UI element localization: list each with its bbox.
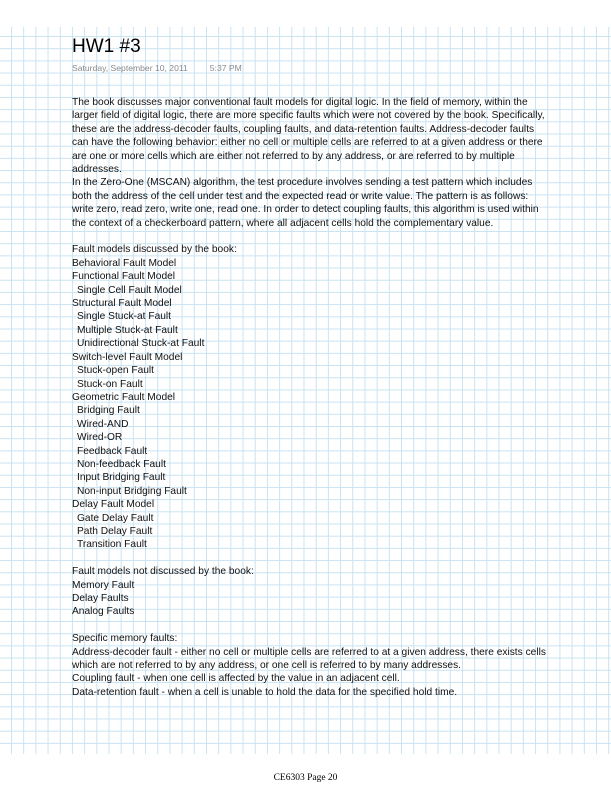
list-item: Switch-level Fault Model	[72, 351, 183, 363]
note-date: Saturday, September 10, 2011	[72, 63, 188, 73]
list-item: Delay Faults	[72, 593, 129, 604]
discussed-fault-list	[72, 257, 552, 552]
list-subitem: Multiple Stuck-at Fault	[77, 324, 178, 336]
list-subitem: Path Delay Fault	[77, 525, 153, 537]
list-subitem: Single Stuck-at Fault	[77, 311, 171, 323]
list-subitem: Wired-AND	[77, 418, 129, 430]
list-item: Structural Fault Model	[72, 298, 172, 310]
list-item: Functional Fault Model	[72, 271, 176, 283]
paragraph: The book discusses major conventional fault models for digital logic. In the field of memory, within the larger field of digital logic, there are more specific faults which were not covered by the book. Specifically, these are the address-decoder faults, coupling faults, and data-retention faults. Address-decoder faults can have the following behavior: either no cell or multiple cells are referred to at a given address or there are one or more cells which are either not referred to by any address, or are referred to by multiple addresses.	[72, 97, 545, 176]
list-subitem: Unidirectional Stuck-at Fault	[77, 338, 205, 350]
list-subitem: Gate Delay Fault	[77, 512, 154, 524]
list-subitem: Input Bridging Fault	[77, 472, 166, 484]
page-title[interactable]: HW1 #3	[72, 36, 141, 57]
list-item: Memory Fault	[72, 579, 135, 591]
list-subitem: Stuck-on Fault	[77, 378, 143, 390]
list-subitem: Stuck-open Fault	[77, 365, 155, 377]
list-subitem: Transition Fault	[77, 539, 147, 551]
list-subitem: Non-feedback Fault	[77, 458, 166, 470]
list-item: Analog Faults	[72, 606, 135, 618]
list-item: Geometric Fault Model	[72, 391, 176, 403]
list-item: Behavioral Fault Model	[72, 257, 177, 269]
note-timestamp	[72, 62, 572, 74]
note-body[interactable]	[72, 96, 552, 699]
list-item: Data-retention fault - when a cell is unable to hold the data for the specified hold time.	[72, 686, 458, 698]
list-item: Coupling fault - when one cell is affected by the value in an adjacent cell.	[72, 673, 400, 685]
memory-faults-heading: Specific memory faults:	[72, 633, 178, 645]
list-subitem: Single Cell Fault Model	[77, 284, 182, 296]
not-discussed-heading: Fault models not discussed by the book:	[72, 566, 254, 578]
list-item: Delay Fault Model	[72, 499, 155, 511]
list-item: Address-decoder fault - either no cell or multiple cells are referred to at a given address, there exists cells which are not referred to by any address, or one cell is referred to by many addresses.	[72, 646, 546, 672]
list-subitem: Bridging Fault	[77, 405, 140, 417]
list-subitem: Non-input Bridging Fault	[77, 485, 187, 497]
discussed-heading: Fault models discussed by the book:	[72, 244, 237, 256]
note-header	[72, 36, 572, 74]
note-time: 5:37 PM	[209, 63, 242, 73]
list-subitem: Wired-OR	[77, 432, 123, 444]
paragraph: In the Zero-One (MSCAN) algorithm, the test procedure involves sending a test pattern which includes both the address of the cell under test and the expected read or write value. The pattern is as follows: write zero, read zero, write one, read one. In order to detect coupling faults, this algorithm is used within the context of a checkerboard pattern, where all adjacent cells hold the complementary value.	[72, 177, 539, 229]
page-footer: CE6303 Page 20	[273, 773, 338, 783]
list-subitem: Feedback Fault	[77, 445, 148, 457]
